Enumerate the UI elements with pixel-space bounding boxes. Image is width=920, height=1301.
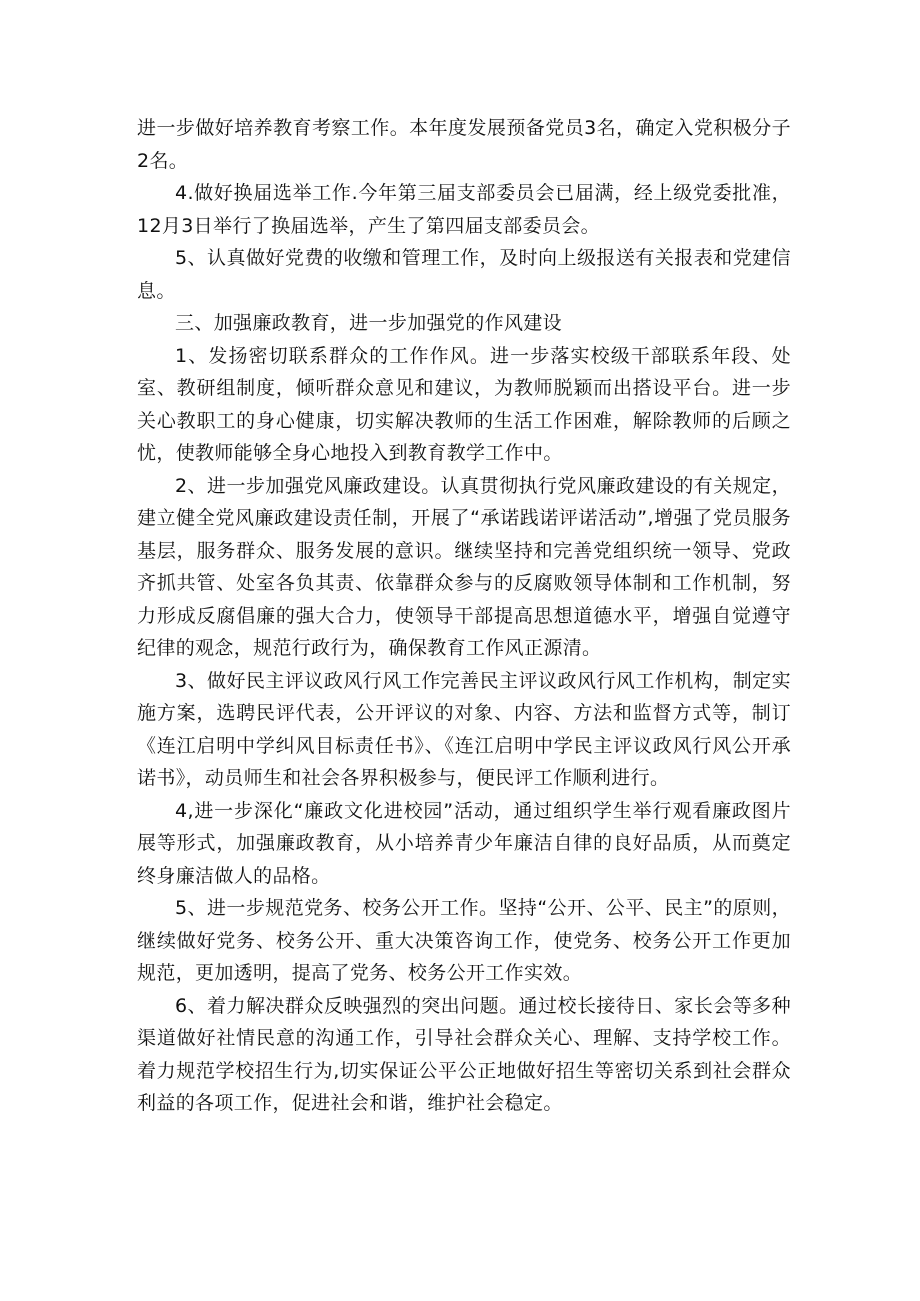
paragraph-item-4-culture: 4,进一步深化“廉政文化进校园”活动，通过组织学生举行观看廉政图片展等形式，加强廉政教育，从小培养青少年廉洁自律的良好品质，从而奠定终身廉洁做人的品格。 — [137, 799, 791, 887]
paragraph-item-3-evaluation: 3、做好民主评议政风行风工作完善民主评议政风行风工作机构，制定实施方案，选聘民评代表，公开评议的对象、内容、方法和监督方式等，制订《连江启明中学纠风目标责任书》、《连江启明中学民主评议政风行风公开承诺书》，动员师生和社会各界积极参与，便民评工作顺利进行。 — [137, 669, 791, 789]
paragraph-item-1-mass-line: 1、发扬密切联系群众的工作作风。进一步落实校级干部联系年段、处室、教研组制度，倾听群众意见和建议，为教师脱颖而出搭设平台。进一步关心教职工的身心健康，切实解决教师的生活工作困难，解除教师的后顾之忧，使教师能够全身心地投入到教育教学工作中。 — [137, 344, 791, 464]
paragraph-item-2-integrity: 2、进一步加强党风廉政建设。认真贯彻执行党风廉政建设的有关规定，建立健全党风廉政建设责任制，开展了“承诺践诺评诺活动”,增强了党员服务基层，服务群众、服务发展的意识。继续坚持和完善党组织统一领导、党政齐抓共管、处室各负其责、依靠群众参与的反腐败领导体制和工作机制，努力形成反腐倡廉的强大合力，使领导干部提高思想道德水平，增强自觉遵守纪律的观念，规范行政行为，确保教育工作风正源清。 — [137, 474, 791, 659]
document-body — [137, 112, 791, 1120]
paragraph-item-5-party-dues: 5、认真做好党费的收缴和管理工作，及时向上级报送有关报表和党建信息。 — [137, 247, 791, 302]
paragraph-item-6-issues: 6、着力解决群众反映强烈的突出问题。通过校长接待日、家长会等多种渠道做好社情民意的沟通工作，引导社会群众关心、理解、支持学校工作。着力规范学校招生行为,切实保证公平公正地做好招生等密切关系到社会群众利益的各项工作，促进社会和谐，维护社会稳定。 — [137, 994, 791, 1114]
paragraph-continuation: 进一步做好培养教育考察工作。本年度发展预备党员3名，确定入党积极分子2名。 — [137, 117, 791, 172]
section-heading-3: 三、加强廉政教育，进一步加强党的作风建设 — [175, 312, 563, 334]
paragraph-item-5-openness: 5、进一步规范党务、校务公开工作。坚持“公开、公平、民主”的原则，继续做好党务、校务公开、重大决策咨询工作，使党务、校务公开工作更加规范，更加透明，提高了党务、校务公开工作实效。 — [137, 897, 791, 984]
paragraph-item-4-election: 4.做好换届选举工作.今年第三届支部委员会已届满，经上级党委批准，12月3日举行了换届选举，产生了第四届支部委员会。 — [137, 182, 791, 237]
